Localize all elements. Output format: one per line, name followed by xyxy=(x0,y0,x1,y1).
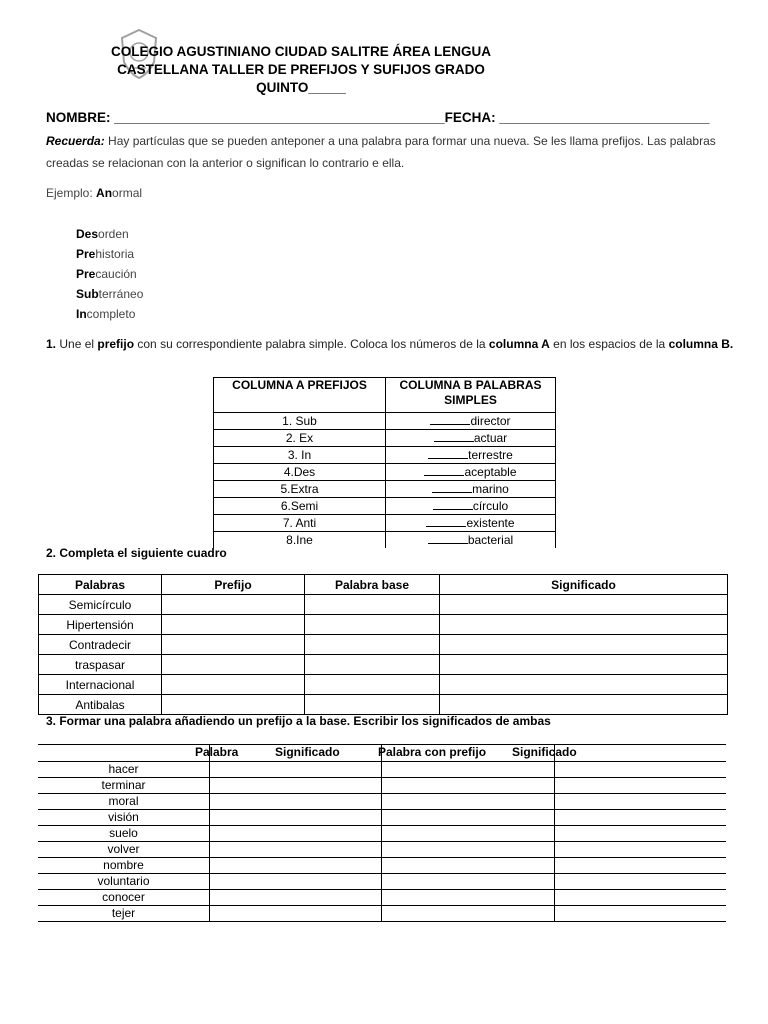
simple-word: terrestre xyxy=(468,448,513,462)
answer-blank[interactable] xyxy=(426,515,466,527)
answer-cell[interactable] xyxy=(555,762,727,778)
table-row xyxy=(38,810,726,826)
base-word-cell: moral xyxy=(38,794,210,810)
word-cell: traspasar xyxy=(39,655,162,675)
answer-cell[interactable] xyxy=(440,655,728,675)
base-word-cell: tejer xyxy=(38,906,210,922)
question-2-title: 2. Completa el siguiente cuadro xyxy=(46,546,227,560)
example-line xyxy=(46,186,142,200)
name-date-line: NOMBRE: ____________________________________________FECHA: ____________________________ xyxy=(46,110,710,125)
table-row xyxy=(38,874,726,890)
table-row xyxy=(214,532,556,549)
base-word-cell: suelo xyxy=(38,826,210,842)
t3-head-cell xyxy=(38,745,210,762)
answer-blank[interactable] xyxy=(434,430,474,442)
table-row xyxy=(38,826,726,842)
t3-head-cell xyxy=(382,745,555,762)
answer-cell[interactable] xyxy=(210,826,382,842)
table-row xyxy=(214,464,556,481)
example-word: Precaución xyxy=(76,267,137,281)
answer-cell[interactable] xyxy=(555,906,727,922)
answer-cell[interactable] xyxy=(382,794,555,810)
table-row xyxy=(38,858,726,874)
base-word-cell: visión xyxy=(38,810,210,826)
table-row xyxy=(38,778,726,794)
answer-cell[interactable] xyxy=(555,778,727,794)
answer-cell[interactable] xyxy=(162,675,305,695)
answer-cell[interactable] xyxy=(210,762,382,778)
answer-cell[interactable] xyxy=(440,675,728,695)
table-row xyxy=(38,842,726,858)
header-significado: Significado xyxy=(440,575,728,595)
question-3-title: 3. Formar una palabra añadiendo un prefijo a la base. Escribir los significados de ambas xyxy=(46,714,551,728)
t3-header-palabra: Palabra xyxy=(195,745,239,759)
base-word-cell: voluntario xyxy=(38,874,210,890)
table-row xyxy=(214,481,556,498)
recuerda-label: Recuerda: xyxy=(46,134,105,148)
table-row xyxy=(38,890,726,906)
prefix-cell: 4.Des xyxy=(214,464,386,481)
word-cell: Contradecir xyxy=(39,635,162,655)
answer-blank[interactable] xyxy=(432,481,472,493)
example-word: Subterráneo xyxy=(76,287,144,301)
table-row xyxy=(39,695,728,715)
columns-table xyxy=(213,377,556,548)
prefix-cell: 7. Anti xyxy=(214,515,386,532)
word-cell: Antibalas xyxy=(39,695,162,715)
word-cell: Internacional xyxy=(39,675,162,695)
page-title xyxy=(60,43,542,97)
word-cell[interactable] xyxy=(386,464,556,481)
table-row xyxy=(38,762,726,778)
table-row xyxy=(214,430,556,447)
answer-cell[interactable] xyxy=(555,890,727,906)
answer-cell[interactable] xyxy=(382,874,555,890)
header-prefijo: Prefijo xyxy=(162,575,305,595)
word-cell: Semicírculo xyxy=(39,595,162,615)
answer-cell[interactable] xyxy=(555,794,727,810)
word-cell[interactable] xyxy=(386,515,556,532)
answer-cell[interactable] xyxy=(382,778,555,794)
answer-cell[interactable] xyxy=(162,655,305,675)
answer-cell[interactable] xyxy=(382,858,555,874)
answer-cell[interactable] xyxy=(210,842,382,858)
table-row xyxy=(214,515,556,532)
table-row xyxy=(39,675,728,695)
answer-cell[interactable] xyxy=(210,858,382,874)
t3-header-significado-2: Significado xyxy=(512,745,577,759)
answer-cell[interactable] xyxy=(210,810,382,826)
header-palabra-base: Palabra base xyxy=(305,575,440,595)
answer-blank[interactable] xyxy=(428,532,468,544)
recuerda-text: Hay partículas que se pueden anteponer a una palabra para formar una nueva. Se les llama prefijos. Las palabras creadas se relacionan con la anterior o significan lo contrario e ella. xyxy=(46,134,716,170)
t3-head-cell xyxy=(210,745,382,762)
word-cell[interactable] xyxy=(386,498,556,515)
table-row xyxy=(38,794,726,810)
word-cell[interactable] xyxy=(386,532,556,549)
answer-cell[interactable] xyxy=(382,890,555,906)
answer-cell[interactable] xyxy=(305,635,440,655)
base-word-cell: volver xyxy=(38,842,210,858)
prefix-cell: 8.Ine xyxy=(214,532,386,549)
answer-blank[interactable] xyxy=(428,447,468,459)
example-rest: ormal xyxy=(112,186,143,200)
prefix-cell: 1. Sub xyxy=(214,413,386,430)
answer-cell[interactable] xyxy=(555,810,727,826)
answer-cell[interactable] xyxy=(162,695,305,715)
answer-cell[interactable] xyxy=(210,874,382,890)
answer-cell[interactable] xyxy=(555,842,727,858)
answer-cell[interactable] xyxy=(555,826,727,842)
t3-header-palabra-prefijo: Palabra con prefijo xyxy=(378,745,487,759)
base-word-cell: conocer xyxy=(38,890,210,906)
simple-word: director xyxy=(470,414,511,428)
table-row xyxy=(214,447,556,464)
answer-blank[interactable] xyxy=(433,498,473,510)
answer-cell[interactable] xyxy=(382,906,555,922)
title-line-1: COLEGIO AGUSTINIANO CIUDAD SALITRE ÁREA LENGUA xyxy=(110,44,491,59)
table-row xyxy=(39,615,728,635)
answer-cell[interactable] xyxy=(555,858,727,874)
answer-cell[interactable] xyxy=(382,826,555,842)
word-cell: Hipertensión xyxy=(39,615,162,635)
answer-cell[interactable] xyxy=(555,874,727,890)
complete-table xyxy=(38,574,728,715)
column-b-header: COLUMNA B PALABRAS SIMPLES xyxy=(386,378,556,413)
prefix-formation-table xyxy=(38,744,726,922)
answer-cell[interactable] xyxy=(305,615,440,635)
table-row xyxy=(214,413,556,430)
example-prefix: An xyxy=(96,186,113,200)
prefix-cell: 6.Semi xyxy=(214,498,386,515)
answer-cell[interactable] xyxy=(440,615,728,635)
word-cell[interactable] xyxy=(386,481,556,498)
example-label: Ejemplo: xyxy=(46,186,97,200)
table-row xyxy=(38,906,726,922)
example-word: Incompleto xyxy=(76,307,136,321)
word-cell[interactable] xyxy=(386,430,556,447)
prefix-cell: 3. In xyxy=(214,447,386,464)
prefix-cell: 5.Extra xyxy=(214,481,386,498)
answer-cell[interactable] xyxy=(162,615,305,635)
t3-header-significado: Significado xyxy=(275,745,340,759)
answer-cell[interactable] xyxy=(162,635,305,655)
word-cell[interactable] xyxy=(386,447,556,464)
answer-cell[interactable] xyxy=(210,890,382,906)
question-1-instructions: 1. Une el prefijo con su correspondiente palabra simple. Coloca los números de la columna A en los espacios de la columna B. xyxy=(46,337,734,351)
answer-cell[interactable] xyxy=(440,595,728,615)
simple-word: bacterial xyxy=(467,533,514,547)
example-words xyxy=(76,224,143,324)
simple-word: actuar xyxy=(473,431,508,445)
column-a-header: COLUMNA A PREFIJOS xyxy=(214,378,386,413)
simple-word: marino xyxy=(472,482,509,496)
answer-cell[interactable] xyxy=(162,595,305,615)
base-word-cell: hacer xyxy=(38,762,210,778)
answer-blank[interactable] xyxy=(424,464,464,476)
table-row xyxy=(39,595,728,615)
answer-cell[interactable] xyxy=(305,695,440,715)
t3-head-cell xyxy=(555,745,727,762)
answer-cell[interactable] xyxy=(440,635,728,655)
answer-cell[interactable] xyxy=(382,762,555,778)
answer-cell[interactable] xyxy=(210,794,382,810)
example-word: Desorden xyxy=(76,227,129,241)
answer-cell[interactable] xyxy=(210,906,382,922)
answer-blank[interactable] xyxy=(430,413,470,425)
answer-cell[interactable] xyxy=(305,675,440,695)
answer-cell[interactable] xyxy=(382,842,555,858)
simple-word: aceptable xyxy=(464,465,517,479)
header-palabras: Palabras xyxy=(39,575,162,595)
table-row xyxy=(39,655,728,675)
recuerda-paragraph xyxy=(46,130,736,174)
title-line-3: QUINTO_____ xyxy=(256,80,346,95)
example-word: Prehistoria xyxy=(76,247,135,261)
word-cell[interactable] xyxy=(386,413,556,430)
title-line-2: CASTELLANA TALLER DE PREFIJOS Y SUFIJOS GRADO xyxy=(117,62,485,77)
table-row xyxy=(214,498,556,515)
base-word-cell: nombre xyxy=(38,858,210,874)
simple-word: existente xyxy=(466,516,515,530)
answer-cell[interactable] xyxy=(305,595,440,615)
prefix-cell: 2. Ex xyxy=(214,430,386,447)
base-word-cell: terminar xyxy=(38,778,210,794)
table-row xyxy=(39,635,728,655)
answer-cell[interactable] xyxy=(305,655,440,675)
answer-cell[interactable] xyxy=(210,778,382,794)
answer-cell[interactable] xyxy=(440,695,728,715)
simple-word: círculo xyxy=(472,499,509,513)
answer-cell[interactable] xyxy=(382,810,555,826)
